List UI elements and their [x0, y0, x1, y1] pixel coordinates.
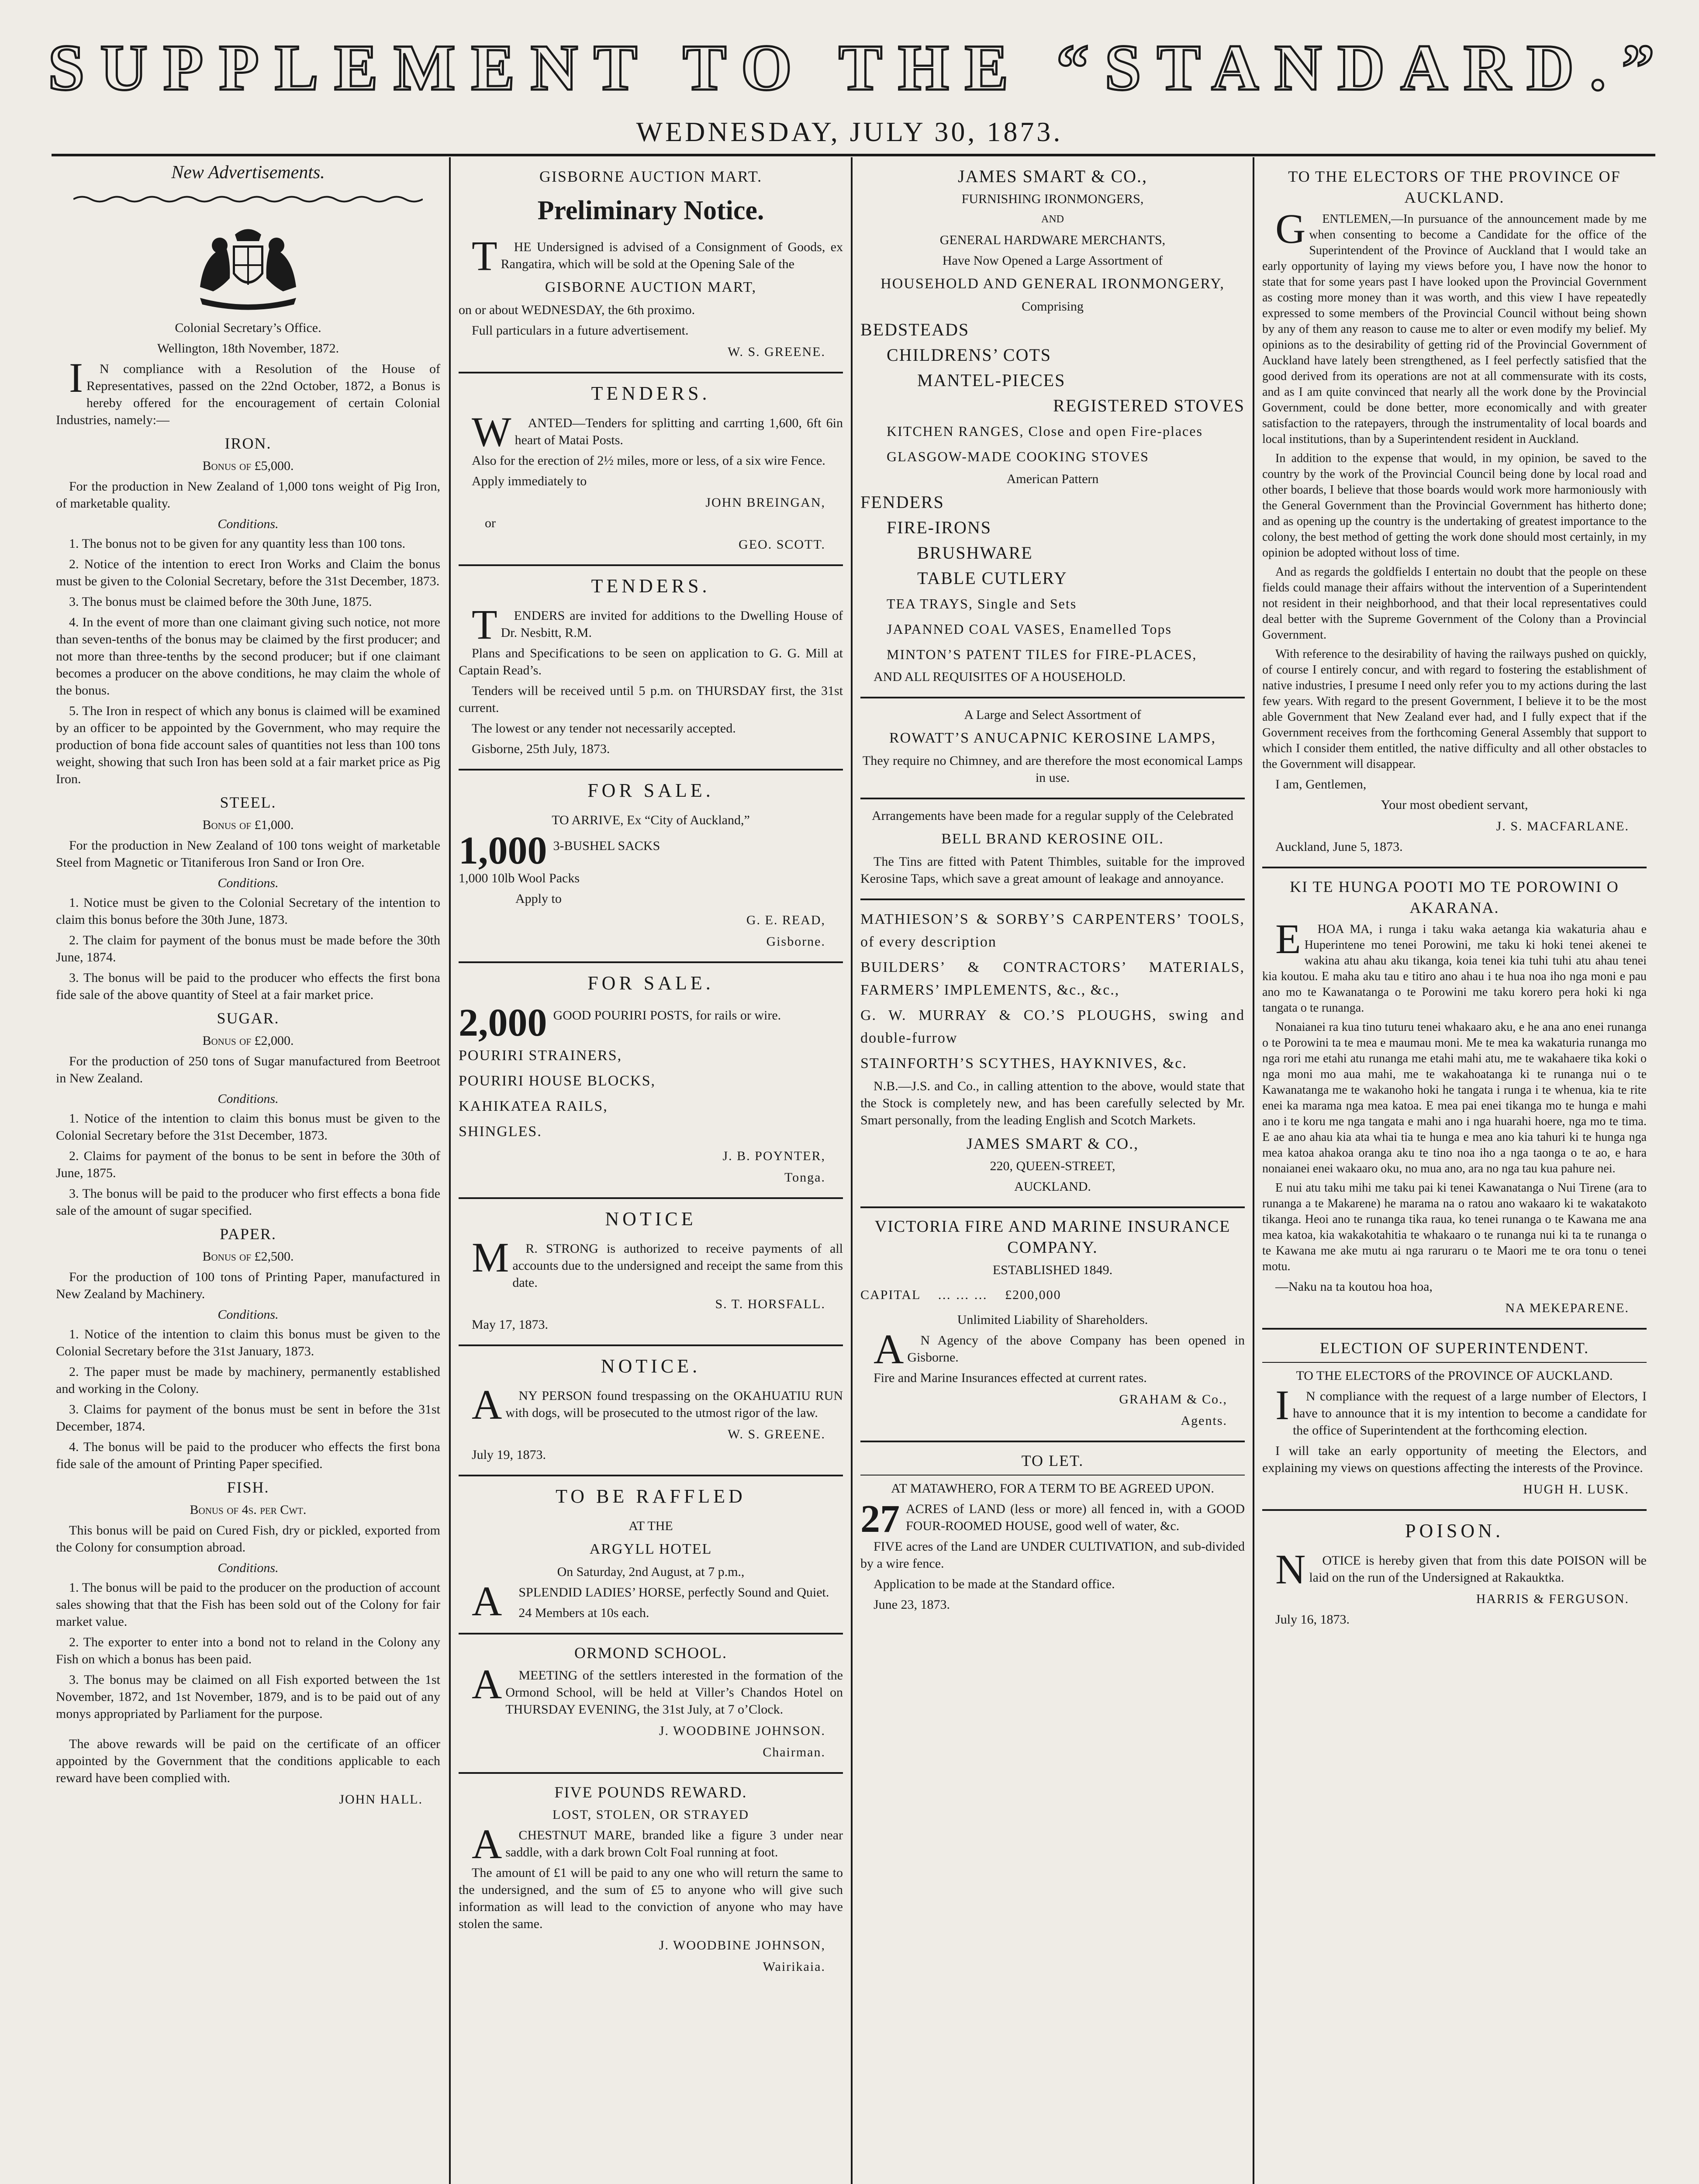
- victoria-capital: £200,000: [1005, 1288, 1061, 1302]
- lamps-intro: A Large and Select Assortment of: [964, 708, 1141, 722]
- goods-item: JAPANNED COAL VASES, Enamelled Tops: [887, 621, 1172, 637]
- wool-packs: 1,000 10lb Wool Packs: [459, 871, 580, 885]
- ornamental-rule: [73, 194, 423, 204]
- maori-signature: NA MEKEPARENE.: [1505, 1301, 1629, 1315]
- fish-heading: FISH.: [227, 1479, 269, 1496]
- goods-item: BRUSHWARE: [917, 543, 1033, 563]
- tenders-fence-text: Also for the erection of 2½ miles, more or less, of a six wire Fence.: [472, 453, 825, 468]
- steel-condition: 2. The claim for payment of the bonus must be made before the 30th June, 1874.: [56, 933, 440, 964]
- sale-list-item: POURIRI HOUSE BLOCKS,: [459, 1073, 656, 1089]
- electors-paragraph: With reference to the desirability of having the railways pushed on quickly, of course I entirely concur, and with regard to fostering the establishment of native industries, I presume I need only refer you to my actions during the last few years. With regard to the present Government, I believe it to be the most able Government that New Zealand ever had, and I fully expect that if the Government receives from the forthcoming General Assembly that support to which I consider them entitled, the native difficulty and all other obstacles to the Government will disappear.: [1262, 647, 1647, 771]
- tenders-heading: TENDERS.: [591, 575, 711, 597]
- for-sale-place: Tonga.: [784, 1170, 825, 1185]
- steel-conditions-label: Conditions.: [218, 876, 279, 890]
- rewards-closing: The above rewards will be paid on the certificate of an officer appointed by the Government that the conditions applicable to each reward have been complied with.: [56, 1737, 440, 1785]
- goods-item: American Pattern: [1006, 472, 1099, 486]
- nb-text: N.B.—J.S. and Co., in calling attention to the above, would state that the Stock is completely new, and has been carefully selected by Mr. Smart personally, from the leading English and Scotch Markets.: [860, 1079, 1245, 1127]
- tenders-date: Gisborne, 25th July, 1873.: [472, 742, 610, 756]
- paper-bonus: Bonus of £2,500.: [202, 1249, 294, 1264]
- to-let-application: Application to be made at the Standard office.: [874, 1577, 1115, 1591]
- paper-condition: 1. Notice of the intention to claim this bonus must be given to the Colonial Secretary before the 31st January, 1873.: [56, 1327, 440, 1358]
- victoria-liability: Unlimited Liability of Shareholders.: [957, 1313, 1148, 1327]
- victoria-agents: Agents.: [1181, 1413, 1227, 1428]
- election-text: I will take an early opportunity of meeting the Electors, and explaining my views on questions affecting the interests of the Province.: [1262, 1444, 1647, 1475]
- notice-signature: S. T. HORSFALL.: [715, 1297, 825, 1311]
- electors-closing: I am, Gentlemen,: [1275, 777, 1367, 791]
- royal-coat-of-arms-icon: [183, 221, 314, 313]
- goods-item: AND ALL REQUISITES OF A HOUSEHOLD.: [874, 670, 1126, 684]
- raffle-heading: TO BE RAFFLED: [556, 1486, 746, 1507]
- notice-date: May 17, 1873.: [472, 1317, 548, 1332]
- notice-date: July 19, 1873.: [472, 1448, 546, 1462]
- sugar-heading: SUGAR.: [217, 1009, 280, 1027]
- masthead-rule: [52, 154, 1655, 156]
- for-sale-signature: G. E. READ,: [746, 913, 825, 927]
- reward-terms: The amount of £1 will be paid to any one who will return the same to the undersigned, and the sum of £5 to anyone who will give such information as will lead to the conviction of anyone who may have stolen the same.: [459, 1866, 843, 1931]
- sugar-text: For the production of 250 tons of Sugar manufactured from Beetroot in New Zealand.: [56, 1054, 440, 1085]
- maori-paragraph: EHOA MA, i runga i taku waka aetanga kia wakaturia ahau e Huperintene mo tenei Porowini, me taku ki hoki tenei akenei te wakina atu ahau aku tikanga, koia tenei kia tuhi tuhi atu ahau tenei kia koutou. E maha aku tau e titiro ano ahau i te hua noa iho nga moni e pau ano mo te Kawanatanga o te Porowini me taku korero pera hoki ki nga tangata o te runanga.: [1262, 916, 1647, 1015]
- tools-item: MATHIESON’S & SORBY’S CARPENTERS’ TOOLS, of every description: [860, 911, 1245, 950]
- raffle-date: On Saturday, 2nd August, at 7 p.m.,: [557, 1565, 745, 1579]
- fish-condition: 2. The exporter to enter into a bond not to reland in the Colony any Fish on which a bonus has been paid.: [56, 1635, 440, 1666]
- issue-date: WEDNESDAY, JULY 30, 1873.: [636, 116, 1063, 147]
- tenders-heading: TENDERS.: [591, 383, 711, 404]
- iron-heading: IRON.: [224, 435, 272, 452]
- raffle-at: AT THE: [628, 1519, 673, 1533]
- tenders-signature: JOHN BREINGAN,: [705, 495, 825, 510]
- oil-intro: Arrangements have been made for a regular supply of the Celebrated: [872, 809, 1233, 823]
- notice-text: ANY PERSON found trespassing on the OKAHUATIU RUN with dogs, will be prosecuted to the utmost rigor of the law.: [472, 1381, 843, 1428]
- election-text: IN compliance with the request of a large number of Electors, I have to announce that it is my intention to become a candidate for the office of Superintendent at the forthcoming election.: [1275, 1382, 1647, 1438]
- column-rule-3: [1253, 157, 1254, 2184]
- fish-condition: 1. The bonus will be paid to the producer on the production of account sales showing that that the Fish has been sold out of the Colony for fair market value.: [56, 1580, 440, 1629]
- james-smart-heading: JAMES SMART & CO.,: [957, 166, 1148, 186]
- smart-trade: FURNISHING IRONMONGERS,: [961, 192, 1144, 206]
- maori-paragraph: Nonaianei ra kua tino tuturu tenei whakaaro aku, e he ana ano enei runanga o te Porowini ta te mea e maumau moni. Me te mea ka wakaturia runanga mo nga rori me etahi atu runanga me etahi mahi atu, me te wakahaere tika koki o nga moni mo aua mahi, me te wakahoatanga ki te runanga nui o te Kawanatanga me te wakanoho hoki he tangata i runga i te whenua, kia te rite enei ka marama nga mea katoa. E mea pai enei tikanga mo te hunga e mahi ano i te koru me nga tangata e mahi ano i nga huarahi hoere, nga mo te tima. E ae ano ahau kia ata whai tia te hunga e mea ano kia tahuri ki te hunga nga mea katoa ahakoa oranga aku te tino noa iho a nga taonga o te ao, e hara nonaianei enei wakaaro oku, no mua ano, ara no nga tau kua pahure nei.: [1262, 1020, 1647, 1175]
- smart-address: 220, QUEEN-STREET,: [990, 1159, 1115, 1173]
- steel-text: For the production in New Zealand of 100 tons weight of marketable Steel from Magnetic or Titaniferous Iron Sand or Iron Ore.: [56, 838, 440, 870]
- reward-heading: FIVE POUNDS REWARD.: [554, 1783, 747, 1801]
- electors-closing: Your most obedient servant,: [1381, 798, 1528, 812]
- sacks-quantity: 1,000: [459, 829, 547, 872]
- maori-paragraph: E nui atu taku mihi me taku pai ki tenei Kawanatanga o Nui Tirene (ara to runanga a te Makarene) he marama na o ratou ano wakaaro ki te wakatakoto tikanga. Heoi ano te runanga tika raua, ko tenei runanga o te Kawana me ana mea katoa, kia wakakotahitia te whakaaro o te runanga nui ki ta te runanga o te Kawana me ake mutu ai nga raruraru o te Maori me te ora tonu o tenei motu.: [1262, 1181, 1647, 1273]
- posts-item: GOOD POURIRI POSTS, for rails or wire.: [553, 1008, 781, 1023]
- tools-item: G. W. MURRAY & CO.’S PLOUGHS, swing and double-furrow: [860, 1007, 1245, 1046]
- goods-item: TEA TRAYS, Single and Sets: [887, 596, 1077, 612]
- sale-list-item: KAHIKATEA RAILS,: [459, 1098, 608, 1114]
- column-2: [459, 162, 843, 2184]
- electors-paragraph: In addition to the expense that would, in my opinion, be saved to the country by the work of the Provincial Council being done by local road and other boards, I believe that those boards would work more harmoniously with the General Government than the Provincial Government has hitherto done; and as opening up the country is the undertaking of greatest importance to the colony, the best method of getting the work done should most certainly, in my opinion be adopted without loss of time.: [1262, 452, 1647, 560]
- iron-condition: 1. The bonus not to be given for any quantity less than 100 tons.: [69, 536, 406, 551]
- smart-and: AND: [1041, 214, 1064, 225]
- column-3: JAMES SMART & CO., FURNISHING IRONMONGERS, AND GENERAL HARDWARE MERCHANTS, Have Now Opened a Large Assortment of HOUSEHOLD AND GENERAL IRONMONGERY, Comprising BEDSTEADS CHILDRENS’ COTS MANTEL-PIECES REGISTERED STOVES KITCHEN RANGES, Close and open Fire-places GLASGOW-MADE COOKING STOVES American Pattern FENDERS FIRE-IRONS BRUSHWARE TABLE CUTLERY TEA TRAYS, Single and Sets JAPANNED COAL VASES, Enamelled Tops MINTON’S PATENT TILES for FIRE-PLACES, AND ALL REQUISITES OF A HOUSEHOLD. A Large and Select Assortment of ROWATT’S ANUCAPNIC KEROSINE LAMPS, They require no Chimney, and are therefore the most economical Lamps in use. Arrangements have been made for a regular supply of the Celebrated BELL BRAND KEROSINE OIL. The Tins are fitted with Patent Thimbles, suitable for the improved Kerosine Taps, which save a great amount of leakage and annoyance. MATHIESON’S & SORBY’S CARPENTERS’ TOOLS, of every description BUILDERS’ & CONTRACTORS’ MATERIALS, FARMERS’ IMPLEMENTS, &c., &c., G. W. MURRAY & CO.’S PLOUGHS, swing and double-furrow STAINFORTH’S SCYTHES, HAYKNIVES, &c. N.B.—J.S. and Co., in calling attention to the above, would state that the Stock is completely new, and has been carefully selected by Mr. Smart personally, from the leading English and Scotch Markets. JAMES SMART & CO., 220, QUEEN-STREET, AUCKLAND. VICTORIA FIRE AND MARINE INSURANCE COMPANY. ESTABLISHED 1849. CAPITAL … … … £200,000 Unlimited Liability of Shareholders. AN Agency of the above Company has been opened in Gisborne. Fire and Marine Insurances effected at current rates. GRAHAM & Co., Agents. TO LET. AT MATAWHERO, FOR A TERM TO BE AGREED UPON. 27 ACRES of LAND (less or more) all fenced in, with a GOOD FOUR-ROOMED HOUSE, good well of water, &c. FIVE acres of the Land are UNDER CULTIVATION, and sub-divided by a wire fence. Application to be made at the Standard office. June 23, 1873.: [860, 162, 1245, 2184]
- electors-paragraph: And as regards the goldfields I entertain no doubt that the people on these fields could manage their affairs without the intervention of a Superintendent not resident in their neighborhood, and that their local representatives could deal better with the Supreme Government of the Colony than a Provincial Government.: [1262, 565, 1647, 642]
- ormond-school-signature: J. WOODBINE JOHNSON.: [659, 1724, 825, 1738]
- column-4: [1262, 162, 1647, 2184]
- paper-heading: PAPER.: [220, 1225, 276, 1243]
- paper-text: For the production of 100 tons of Printing Paper, manufactured in New Zealand by Machinery.: [56, 1270, 440, 1301]
- election-signature: HUGH H. LUSK.: [1523, 1482, 1629, 1496]
- sugar-bonus: Bonus of £2,000.: [202, 1033, 294, 1048]
- for-sale-place: Gisborne.: [766, 934, 825, 949]
- iron-conditions-label: Conditions.: [218, 517, 279, 531]
- election-subheading: TO THE ELECTORS of the PROVINCE OF AUCKLAND.: [1262, 1362, 1647, 1384]
- oil-name: BELL BRAND KEROSINE OIL.: [941, 831, 1164, 847]
- electors-signature: J. S. MACFARLANE.: [1496, 819, 1629, 833]
- goods-item: FIRE-IRONS: [887, 518, 992, 537]
- reward-subheading: LOST, STOLEN, OR STRAYED: [553, 1807, 749, 1822]
- victoria-rates: Fire and Marine Insurances effected at current rates.: [874, 1371, 1147, 1385]
- maori-notice-heading: KI TE HUNGA POOTI MO TE POROWINI O AKARANA.: [1290, 878, 1619, 916]
- ormond-school-text: AMEETING of the settlers interested in the formation of the Ormond School, will be held at Viller’s Chandos Hotel on THURSDAY EVENING, the 31st July, at 7 o’Clock.: [472, 1661, 843, 1717]
- sugar-conditions-label: Conditions.: [218, 1092, 279, 1106]
- victoria-heading: VICTORIA FIRE AND MARINE INSURANCE COMPANY.: [874, 1217, 1231, 1257]
- tenders-signature: GEO. SCOTT.: [739, 537, 825, 552]
- paper-conditions-label: Conditions.: [218, 1307, 279, 1322]
- goods-item: CHILDRENS’ COTS: [887, 345, 1052, 365]
- bonus-intro: IN compliance with a Resolution of the House of Representatives, passed on the 22nd October, 1872, a Bonus is hereby offered for the encouragement of certain Colonial Industries, namely:—: [56, 354, 440, 427]
- fish-conditions-label: Conditions.: [218, 1561, 279, 1575]
- paper-condition: 4. The bonus will be paid to the producer who effects the first bona fide sale of the amount of Printing Paper specified.: [56, 1440, 440, 1471]
- to-let-date: June 23, 1873.: [874, 1597, 950, 1612]
- oil-text: The Tins are fitted with Patent Thimbles, suitable for the improved Kerosine Taps, which save a great amount of leakage and annoyance.: [860, 854, 1245, 886]
- smart-comprising: Comprising: [1022, 299, 1084, 314]
- iron-condition: 2. Notice of the intention to erect Iron Works and Claim the bonus must be given to the Colonial Secretary, before the 31st December, 1873.: [56, 557, 440, 588]
- sale-list-item: POURIRI STRAINERS,: [459, 1047, 622, 1064]
- to-let-cultivation: FIVE acres of the Land are UNDER CULTIVATION, and sub-divided by a wire fence.: [860, 1539, 1245, 1571]
- goods-item: REGISTERED STOVES: [1053, 396, 1245, 415]
- for-sale-signature: J. B. POYNTER,: [722, 1149, 825, 1163]
- notice-text: MR. STRONG is authorized to receive payments of all accounts due to the undersigned and receipt the same from this date.: [472, 1234, 843, 1290]
- goods-item: MINTON’S PATENT TILES for FIRE-PLACES,: [887, 646, 1197, 662]
- column-rule-1: [449, 157, 451, 2184]
- raffle-members: 24 Members at 10s each.: [518, 1606, 649, 1620]
- tenders-lowest: The lowest or any tender not necessarily accepted.: [472, 721, 736, 736]
- lamps-text: They require no Chimney, and are therefore the most economical Lamps in use.: [862, 753, 1243, 785]
- electors-heading: TO THE ELECTORS OF THE PROVINCE OF AUCKLAND.: [1288, 168, 1621, 206]
- column-1: [56, 162, 440, 2184]
- tenders-or: or: [485, 516, 496, 530]
- goods-item: MANTEL-PIECES: [917, 370, 1066, 390]
- preliminary-notice-more: Full particulars in a future advertisement.: [472, 323, 689, 338]
- smart-opened: Have Now Opened a Large Assortment of: [942, 253, 1163, 268]
- goods-item: FENDERS: [860, 492, 944, 512]
- tenders-plans: Plans and Specifications to be seen on application to G. G. Mill at Captain Read’s.: [459, 646, 843, 677]
- raffle-text: ASPLENDID LADIES’ HORSE, perfectly Sound and Quiet.: [472, 1578, 829, 1624]
- goods-item: GLASGOW-MADE COOKING STOVES: [887, 449, 1149, 464]
- poison-text: NOTICE is hereby given that from this date POISON will be laid on the run of the Undersigned at Rakauktka.: [1275, 1546, 1647, 1593]
- ormond-school-heading: ORMOND SCHOOL.: [574, 1644, 728, 1662]
- sugar-condition: 2. Claims for payment of the bonus to be sent in before the 30th of June, 1875.: [56, 1149, 440, 1180]
- reward-place: Wairikaia.: [763, 1959, 825, 1974]
- acres-quantity: 27: [860, 1497, 900, 1541]
- ormond-school-chairman: Chairman.: [763, 1745, 825, 1759]
- tools-item: STAINFORTH’S SCYTHES, HAYKNIVES, &c.: [860, 1055, 1187, 1071]
- sugar-condition: 1. Notice of the intention to claim this bonus must be given to the Colonial Secretary before the 31st December, 1873.: [56, 1111, 440, 1143]
- john-hall-signature: JOHN HALL.: [339, 1792, 423, 1807]
- iron-bonus: Bonus of £5,000.: [202, 459, 294, 473]
- electors-date: Auckland, June 5, 1873.: [1275, 840, 1403, 854]
- steel-heading: STEEL.: [220, 794, 276, 811]
- tenders-text: WANTED—Tenders for splitting and carrting 1,600, 6ft 6in heart of Matai Posts.: [472, 408, 843, 455]
- fish-bonus: Bonus of 4s. per Cwt.: [190, 1503, 307, 1517]
- iron-text: For the production in New Zealand of 1,000 tons weight of Pig Iron, of marketable quality.: [56, 479, 440, 511]
- sacks-item: 3-BUSHEL SACKS: [553, 839, 660, 853]
- notice-heading: NOTICE.: [601, 1355, 701, 1377]
- iron-condition: 5. The Iron in respect of which any bonus is claimed will be examined by an officer to be appointed by the Government, who may require the production of bona fide account sales of quantities not less than 100 tons weight, showing that such Iron has been sold at a fair market price as Pig Iron.: [56, 704, 440, 786]
- for-sale-heading: FOR SALE.: [587, 972, 714, 994]
- auction-mart-heading: GISBORNE AUCTION MART.: [539, 168, 763, 185]
- posts-quantity: 2,000: [459, 1001, 547, 1044]
- sugar-condition: 3. The bonus will be paid to the producer who first effects a bona fide sale of the amount of sugar specified.: [56, 1186, 440, 1218]
- victoria-established: ESTABLISHED 1849.: [992, 1263, 1113, 1277]
- goods-item: TABLE CUTLERY: [917, 568, 1067, 588]
- victoria-text: AN Agency of the above Company has been opened in Gisborne.: [874, 1326, 1245, 1372]
- notice-signature: W. S. GREENE.: [727, 1427, 825, 1441]
- lamps-name: ROWATT’S ANUCAPNIC KEROSINE LAMPS,: [889, 730, 1216, 746]
- paper-condition: 3. Claims for payment of the bonus must be sent in before the 31st December, 1874.: [56, 1402, 440, 1434]
- steel-condition: 1. Notice must be given to the Colonial Secretary of the intention to claim this bonus before the 30th June, 1873.: [56, 895, 440, 927]
- smart-trade: GENERAL HARDWARE MERCHANTS,: [939, 233, 1166, 247]
- tenders-text: TENDERS are invited for additions to the Dwelling House of Dr. Nesbitt, R.M.: [472, 601, 843, 648]
- paper-condition: 2. The paper must be made by machinery, permanently established and working in the Colony.: [56, 1365, 440, 1396]
- preliminary-notice-signature: W. S. GREENE.: [727, 345, 825, 359]
- poison-signature: HARRIS & FERGUSON.: [1476, 1592, 1629, 1606]
- fish-text: This bonus will be paid on Cured Fish, dry or pickled, exported from the Colony for consumption abroad.: [56, 1523, 440, 1555]
- smart-stock: HOUSEHOLD AND GENERAL IRONMONGERY,: [881, 276, 1225, 292]
- for-sale-heading: FOR SALE.: [587, 780, 714, 801]
- new-advertisements-heading: New Advertisements.: [171, 162, 325, 183]
- iron-condition: 3. The bonus must be claimed before the 30th June, 1875.: [69, 594, 372, 609]
- iron-condition: 4. In the event of more than one claimant giving such notice, not more than seven-tenths of the bonus may be claimed by the first producer; and not more than three-tenths by the second producer; but if one claimant becomes a producer on the above conditions, he may claim the whole of the bonus.: [56, 615, 440, 698]
- poison-heading: POISON.: [1405, 1520, 1504, 1541]
- office-name: Colonial Secretary’s Office.: [175, 321, 321, 335]
- preliminary-notice-title: Preliminary Notice.: [537, 196, 764, 225]
- maori-closing: —Naku na ta koutou hoa hoa,: [1275, 1279, 1433, 1294]
- goods-item: KITCHEN RANGES, Close and open Fire-places: [887, 423, 1203, 439]
- preliminary-notice-date: on or about WEDNESDAY, the 6th proximo.: [459, 303, 695, 317]
- tenders-deadline: Tenders will be received until 5 p.m. on THURSDAY first, the 31st current.: [459, 684, 843, 715]
- to-let-subheading: AT MATAWHERO, FOR A TERM TO BE AGREED UPON.: [860, 1475, 1245, 1497]
- preliminary-notice-text: THE Undersigned is advised of a Consignment of Goods, ex Rangatira, which will be sold at the Opening Sale of the: [472, 232, 843, 279]
- smart-city: AUCKLAND.: [1014, 1179, 1091, 1194]
- raffle-hotel: ARGYLL HOTEL: [589, 1541, 712, 1557]
- masthead-title: SUPPLEMENT TO THE “STANDARD.”: [48, 31, 1671, 104]
- for-sale-arrive: TO ARRIVE, Ex “City of Auckland,”: [552, 813, 750, 827]
- for-sale-apply: Apply to: [515, 892, 562, 906]
- victoria-signature: GRAHAM & Co.,: [1119, 1392, 1227, 1406]
- reward-signature: J. WOODBINE JOHNSON,: [659, 1938, 825, 1952]
- to-let-text: ACRES of LAND (less or more) all fenced in, with a GOOD FOUR-ROOMED HOUSE, good well of water, &c.: [906, 1502, 1245, 1533]
- poison-date: July 16, 1873.: [1275, 1612, 1350, 1627]
- steel-bonus: Bonus of £1,000.: [202, 818, 294, 832]
- office-date: Wellington, 18th November, 1872.: [157, 341, 339, 356]
- steel-condition: 3. The bonus will be paid to the producer who effects the first bona fide sale of the above quantity of Steel at a fair market price.: [56, 971, 440, 1002]
- tools-item: BUILDERS’ & CONTRACTORS’ MATERIALS, FARMERS’ IMPLEMENTS, &c., &c.,: [860, 959, 1245, 998]
- tenders-apply: Apply immediately to: [472, 474, 587, 488]
- electors-paragraph: GENTLEMEN,—In pursuance of the announcement made by me when consenting to become a Candidate for the office of the Superintendent of the Province of Auckland that I would take an early opportunity of laying my views before you, I have now the honor to state that for some years past I have looked upon the Provincial Government as costing more money than it was worth, and this view I have repeatedly expressed to some members of the Provincial Council without being shown by any of them any reason to cause me to alter or even modify my belief. My opinions as to the desirability of getting rid of the Provincial Government of Auckland have lately been strengthened, as I feel perfectly satisfied that the good derived from its operations are not at all commensurate with its costs, and as I am quite convinced that nearly all the work done by the Provincial Government, could be done better, more economically and with greater satisfaction to the ratepayers, through the instrumentality of local boards and local institutions, than by a Superintendent resident in Auckland.: [1262, 205, 1647, 446]
- auction-mart-name: GISBORNE AUCTION MART,: [545, 279, 757, 295]
- sale-list-item: SHINGLES.: [459, 1123, 542, 1140]
- to-let-heading: TO LET.: [1021, 1452, 1084, 1469]
- election-heading: ELECTION OF SUPERINTENDENT.: [1319, 1339, 1589, 1357]
- column-rule-2: [851, 157, 853, 2184]
- notice-heading: NOTICE: [605, 1208, 697, 1230]
- victoria-capital-label: CAPITAL: [860, 1288, 921, 1302]
- smart-signature: JAMES SMART & CO.,: [966, 1135, 1139, 1152]
- goods-item: BEDSTEADS: [860, 320, 970, 339]
- reward-text: ACHESTNUT MARE, branded like a figure 3 under near saddle, with a dark brown Colt Foal running at foot.: [472, 1821, 843, 1867]
- fish-condition: 3. The bonus may be claimed on all Fish exported between the 1st November, 1872, and 1st November, 1879, and is to be paid out of any monys appropriated by Parliament for the purpose.: [56, 1673, 440, 1721]
